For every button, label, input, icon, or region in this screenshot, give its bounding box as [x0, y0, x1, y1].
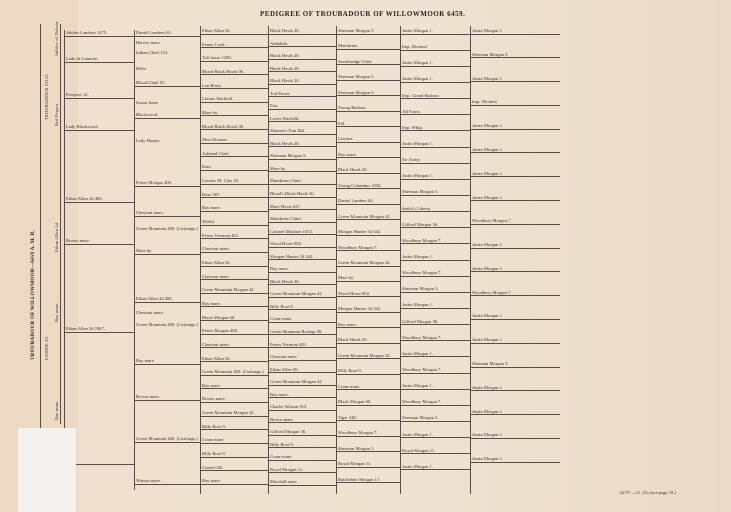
pedigree-entry: Justin Morgan 1.: [472, 432, 503, 438]
pedigree-entry: Justin Morgan 1.: [472, 265, 503, 271]
pedigree-entry: Sherman Morgan 5.: [338, 445, 375, 451]
pedigree-entry: Sherman Morgan 5.: [402, 286, 439, 292]
sidebar-bracket-line: [60, 24, 61, 424]
pedigree-entry: Gifford Morgan 36.: [270, 429, 307, 435]
pedigree-entry: Crane mare.: [270, 316, 293, 322]
pedigree-entry: Woodbury Morgan 7.: [402, 237, 442, 243]
pedigree-entry: Bay mare.: [202, 382, 221, 388]
pedigree-entry: Imp. Whip.: [402, 124, 423, 130]
pedigree-entry: All Fours.: [402, 108, 421, 114]
pedigree-entry: Green Mountain 400. (Cushings.): [202, 369, 264, 375]
pedigree-entry: Mare by: [202, 109, 218, 115]
pedigree-entry: Black Hawk 20.: [270, 65, 300, 71]
pedigree-entry: Ethan Allen 50.: [202, 355, 231, 361]
pedigree-entry: Imp. Diomed.: [472, 99, 498, 105]
pedigree-entry: Justin Morgan 1.: [402, 173, 433, 179]
pedigree-entry: Chestnut mare.: [136, 310, 164, 315]
pedigree-entry: Young Columbus 1054.: [338, 182, 382, 188]
pedigree-entry: Woodbury Morgan 7.: [472, 289, 512, 295]
pedigree-entry: Mambrino.: [338, 43, 359, 49]
pedigree-entry: Chestnut mare.: [202, 273, 230, 279]
pedigree-entry: Wilful.: [202, 219, 215, 225]
pedigree-entry: Littons Warfield.: [202, 96, 234, 102]
pedigree-entry: Lon Berry.: [202, 82, 222, 88]
pedigree-entry: Bay mare.: [270, 266, 289, 272]
pedigree-entry: Young Bashaw.: [338, 105, 367, 111]
pedigree-entry: Bay mare.: [202, 205, 221, 211]
pedigree-entry: Woodbury Morgan 7.: [338, 244, 378, 250]
pedigree-entry: Billy Root 9.: [202, 451, 226, 457]
pedigree-entry: Justin Morgan 1.: [472, 75, 503, 81]
pedigree-entry: Black Morgan 60.: [338, 399, 372, 405]
pedigree-entry: Sherman Morgan 5.: [338, 89, 375, 95]
pedigree-entry: Crane mare.: [202, 437, 225, 443]
pedigree-entry: Ethan Allen 2d 1867.: [66, 326, 106, 331]
pedigree-entry: Black Hawk 20.: [338, 167, 368, 173]
pedigree-entry: Green Mountain Morgan 42.: [202, 287, 255, 293]
pedigree-entry: Blood Black Hawk 06.: [202, 123, 245, 129]
pedigree-entry: Rose 367.: [202, 191, 221, 197]
pedigree-entry: Watson mare.: [136, 478, 162, 483]
pedigree-entry: Taft horse 1290.: [202, 55, 232, 61]
pedigree-entry: Black Hawk 20.: [338, 337, 368, 343]
pedigree-entry: Justin Morgan 1.: [472, 242, 503, 248]
pedigree-entry: Lade de Lamotte.: [66, 56, 99, 61]
pedigree-entry: Cassius M. Clay 20.: [202, 178, 240, 184]
pedigree-entry: Green Mountain Morgan 42.: [270, 291, 323, 297]
pedigree-entry: Sherman Morgan 5.: [338, 74, 375, 80]
pedigree-entry: Chestnut mare.: [202, 246, 230, 252]
pedigree-entry: Black Hawk 20.: [270, 53, 300, 59]
pedigree-entry: Woodbury Morgan 7.: [402, 334, 442, 340]
pedigree-entry: Justin Morgan 1.: [472, 170, 503, 176]
pedigree-entry: Black Hawk 20.: [270, 278, 300, 284]
col3-bracket: [134, 30, 135, 490]
pedigree-entry: Woodbury Morgan 7.: [402, 270, 442, 276]
pedigree-entry: Tiger 340.: [338, 414, 357, 420]
pedigree-entry: Justin Morgan 1.: [402, 254, 433, 259]
pedigree-entry: Ethan Allen 50.: [270, 366, 299, 372]
pedigree-entry: Mare by: [270, 165, 286, 171]
pedigree-entry: Justin Morgan 1.: [472, 384, 503, 390]
pedigree-entry: Brown mare.: [66, 238, 90, 243]
pedigree-entry: Belle.: [136, 66, 147, 71]
pedigree-entry: Green Mountain Morgan 42.: [338, 260, 391, 265]
pedigree-entry: Woodbury Morgan 7.: [472, 218, 512, 224]
pedigree-entry: Black Morgan 60.: [202, 314, 236, 320]
pedigree-entry: Imp. Diomed.: [402, 44, 428, 50]
pedigree-entry: Justin Morgan 1.: [402, 302, 433, 308]
pedigree-entry: Woodbury Morgan 7.: [402, 399, 442, 405]
pedigree-entry: Royal Morgan 11.: [270, 466, 304, 472]
pedigree-entry: Green Mountain Morgan 42.: [338, 352, 391, 358]
pedigree-entry: Billy Root 9.: [270, 441, 294, 447]
pedigree-entry: Billy Root 9.: [338, 368, 362, 374]
pedigree-entry: Green Mountain Backup 30.: [270, 328, 323, 334]
pedigree-entry: Brown mare.: [136, 394, 160, 399]
pedigree-entry: Chestnut mare.: [202, 341, 230, 347]
pedigree-entry: Royal Morgan 11.: [402, 447, 436, 453]
pedigree-entry: Jubilee Lambert 1475.: [66, 30, 108, 35]
pedigree-entry: Bay mare.: [270, 391, 289, 397]
pedigree-entry: Chestnut mare.: [136, 210, 164, 215]
pedigree-entry: Lady Blackwood.: [66, 124, 99, 129]
pedigree-entry: Daniel Lambert 62.: [338, 198, 374, 204]
sidebar-left-top-a: Jubilee of Delwin: [54, 21, 59, 56]
pedigree-entry: Green Mountain Morgan 42.: [338, 213, 391, 219]
pedigree-entry: Ashland Chief.: [202, 150, 230, 156]
sidebar-left-bottom: Bay mare.: [54, 400, 59, 420]
col8-bracket: [470, 26, 471, 494]
pedigree-entry: Marshall mare.: [270, 479, 298, 485]
pedigree-entry: Prospect 12.: [66, 92, 89, 97]
pedigree-entry: Harvey mare.: [136, 40, 161, 45]
pedigree-entry: Sherman Morgan 5.: [270, 153, 307, 159]
pedigree-entry: Justin Morgan 1.: [472, 146, 503, 152]
pedigree-entry: Miss Downer.: [202, 137, 228, 143]
pedigree-entry: Justin Morgan 1.: [472, 337, 503, 343]
pedigree-entry: Skinner's Tom Hal.: [270, 128, 306, 134]
pedigree-entry: Justin Morgan 1.: [402, 350, 433, 356]
dam-block-label: FANNIE 20.: [44, 335, 49, 360]
pedigree-entry: Mare by: [136, 248, 152, 253]
pedigree-entry: Justin Morgan 1.: [472, 408, 503, 414]
pedigree-entry: Green Mountain Morgan 42.: [202, 410, 255, 416]
pedigree-entry: Mare by: [338, 275, 354, 281]
pedigree-entry: Black Hawk 20.: [270, 140, 300, 146]
pedigree-entry: Crane mare.: [338, 383, 361, 389]
pedigree-entry: Wood Horse 802.: [270, 241, 303, 247]
pedigree-entry: Bay mare.: [338, 321, 357, 327]
pedigree-entry: Crane mare.: [270, 454, 293, 460]
pedigree-entry: Ethan Allen 2d 406.: [136, 296, 173, 301]
pedigree-entry: Blood Chief 01.: [136, 80, 166, 85]
pedigree-entry: Smith's Liberty.: [402, 205, 432, 211]
pedigree-entry: Justin Morgan 1.: [402, 60, 433, 66]
pedigree-entry: Sherman Morgan 5.: [338, 28, 375, 33]
page-footer: 6275°—21. (To face page 18.): [620, 490, 676, 495]
pedigree-entry: Abdallah.: [270, 40, 288, 46]
pedigree-entry: Mare Horse 627.: [270, 203, 301, 209]
pedigree-entry: Justin Morgan 1.: [402, 431, 433, 437]
pedigree-entry: Chestnut mare.: [270, 354, 298, 360]
pedigree-entry: Blood Black Hawk 06.: [202, 68, 245, 74]
pedigree-entry: Black Hawk 20.: [270, 78, 300, 84]
pedigree-entry: Green Mountain 400. (Cushings.): [136, 322, 198, 327]
pedigree-entry: Kate.: [202, 164, 212, 170]
pedigree-entry: Justin Morgan 1.: [472, 28, 503, 33]
pedigree-entry: Blood's Black Hawk 30.: [270, 191, 315, 197]
pedigree-entry: Sir Archy.: [402, 157, 421, 163]
pedigree-entry: Justin Morgan 1.: [472, 194, 503, 200]
pedigree-entry: Sherman Morgan 5.: [402, 189, 439, 195]
pedigree-entry: Colonel Moulton 1672.: [270, 228, 314, 234]
sidebar-left-top-b: Red Pepper: [54, 103, 59, 126]
pedigree-entry: Fanny Cook.: [202, 41, 226, 47]
pedigree-entry: Royal Morgan 11.: [338, 461, 372, 467]
pedigree-entry: Cracker.: [338, 136, 354, 142]
sidebar-bracket-line: [40, 24, 41, 494]
col4-bracket: [200, 26, 201, 494]
pedigree-entry: Comet 042.: [202, 464, 224, 470]
pedigree-entry: Peters Vermont 401.: [202, 232, 240, 238]
pedigree-entry: Peters Morgan 400.: [202, 328, 239, 334]
page-title: PEDIGREE OF TROUBADOUR OF WILLOWMOOR 6459.: [260, 10, 466, 18]
pedigree-entry: Black Hawk 20.: [270, 28, 300, 33]
pedigree-entry: Justin Morgan 1.: [402, 141, 433, 146]
paper-damage-block: [18, 428, 76, 512]
pedigree-entry: Sherman Morgan 5.: [402, 415, 439, 421]
pedigree-entry: Peters Vermont 401.: [270, 341, 308, 347]
pedigree-entry: Morgan Hunter 34 342.: [270, 253, 314, 259]
pedigree-entry: Tod Porter.: [270, 90, 291, 96]
pedigree-entry: Justin Morgan 1.: [472, 123, 503, 129]
pedigree-entry: Green Mountain Morgan 42.: [270, 379, 323, 385]
pedigree-entry: Billy Root 9.: [270, 303, 294, 309]
pedigree-entry: Sherman Morgan 5.: [472, 361, 509, 367]
pedigree-entry: Wood Horse 802.: [338, 290, 371, 296]
pedigree-entry: Mambrino Chief.: [270, 178, 302, 184]
sidebar-left-mid-a: Ethan Allen 2d: [54, 222, 59, 252]
pedigree-entry: Mambrino Chief.: [270, 216, 302, 222]
pedigree-entry: Morgan Hunter 34 342.: [338, 229, 382, 235]
pedigree-entry: Ethan Allen 50.: [202, 28, 231, 33]
pedigree-entry: Justin Morgan 1.: [402, 463, 433, 469]
pedigree-entry: Justin Morgan 1.: [472, 456, 503, 462]
pedigree-entry: Charlie Watson 915.: [270, 404, 308, 410]
pedigree-entry: Green Mountain 400. (Cushings.): [136, 226, 198, 231]
pedigree-entry: Justin Morgan 1.: [402, 383, 433, 389]
pedigree-entry: Bay mare.: [136, 358, 155, 363]
pedigree-entry: Brown mare.: [202, 396, 226, 402]
pedigree-entry: Lewis Warfield.: [270, 115, 300, 121]
pedigree-entry: Billy Root 9.: [202, 423, 226, 429]
pedigree-entry: Bay mare.: [202, 478, 221, 484]
pedigree-entry: Stockbridge Chief.: [338, 58, 373, 64]
pedigree-entry: Imp. Grand Bashaw.: [402, 92, 440, 98]
pedigree-entry: Green Mountain 400. (Cushings.): [136, 436, 198, 441]
pedigree-entry: Susan Jones: [136, 100, 159, 105]
pedigree-entry: Sherman Morgan 5.: [472, 51, 509, 57]
col2-bracket: [64, 30, 65, 470]
pedigree-entry: Indian Chief 133.: [136, 50, 169, 55]
sidebar-left-mid-b: Bay mare.: [54, 302, 59, 322]
pedigree-entry: Blackwood.: [136, 112, 159, 117]
pedigree-entry: Justin Morgan 1.: [402, 28, 433, 33]
pedigree-entry: Gifford Morgan 36.: [402, 221, 439, 227]
pedigree-entry: Batchelder Morgan 17.: [338, 476, 381, 482]
pedigree-entry: Justin Morgan 1.: [402, 76, 433, 82]
pedigree-entry: Woodbury Morgan 7.: [338, 430, 378, 436]
pedigree-entry: Fill.: [338, 120, 346, 126]
pedigree-entry: Justin Morgan 1.: [472, 313, 503, 319]
pedigree-entry: Gifford Morgan 36.: [402, 318, 439, 324]
pedigree-entry: Bay mare.: [202, 300, 221, 306]
pedigree-entry: Bay mare.: [338, 151, 357, 157]
pedigree-entry: Peters Morgan 400.: [136, 180, 173, 185]
pedigree-entry: Lady Harper.: [136, 138, 161, 143]
pedigree-entry: Ethan Allen 50.: [202, 260, 231, 265]
pedigree-entry: Brown mare.: [270, 416, 294, 422]
pedigree-entry: Ethan Allen 2d 400.: [66, 196, 103, 201]
pedigree-entry: Morgan Hunter 34 342.: [338, 306, 382, 312]
pedigree-entry: Fan.: [270, 103, 279, 109]
pedigree-entry: Woodbury Morgan 7.: [402, 367, 442, 372]
sire-block-label: TROUBADOUR 23122.: [44, 72, 49, 120]
main-vertical-label: TROUBADOUR OF WILLOWMOOR—6459 A. M. R.: [30, 229, 36, 360]
pedigree-entry: Daniel Lambert 62.: [136, 30, 172, 35]
